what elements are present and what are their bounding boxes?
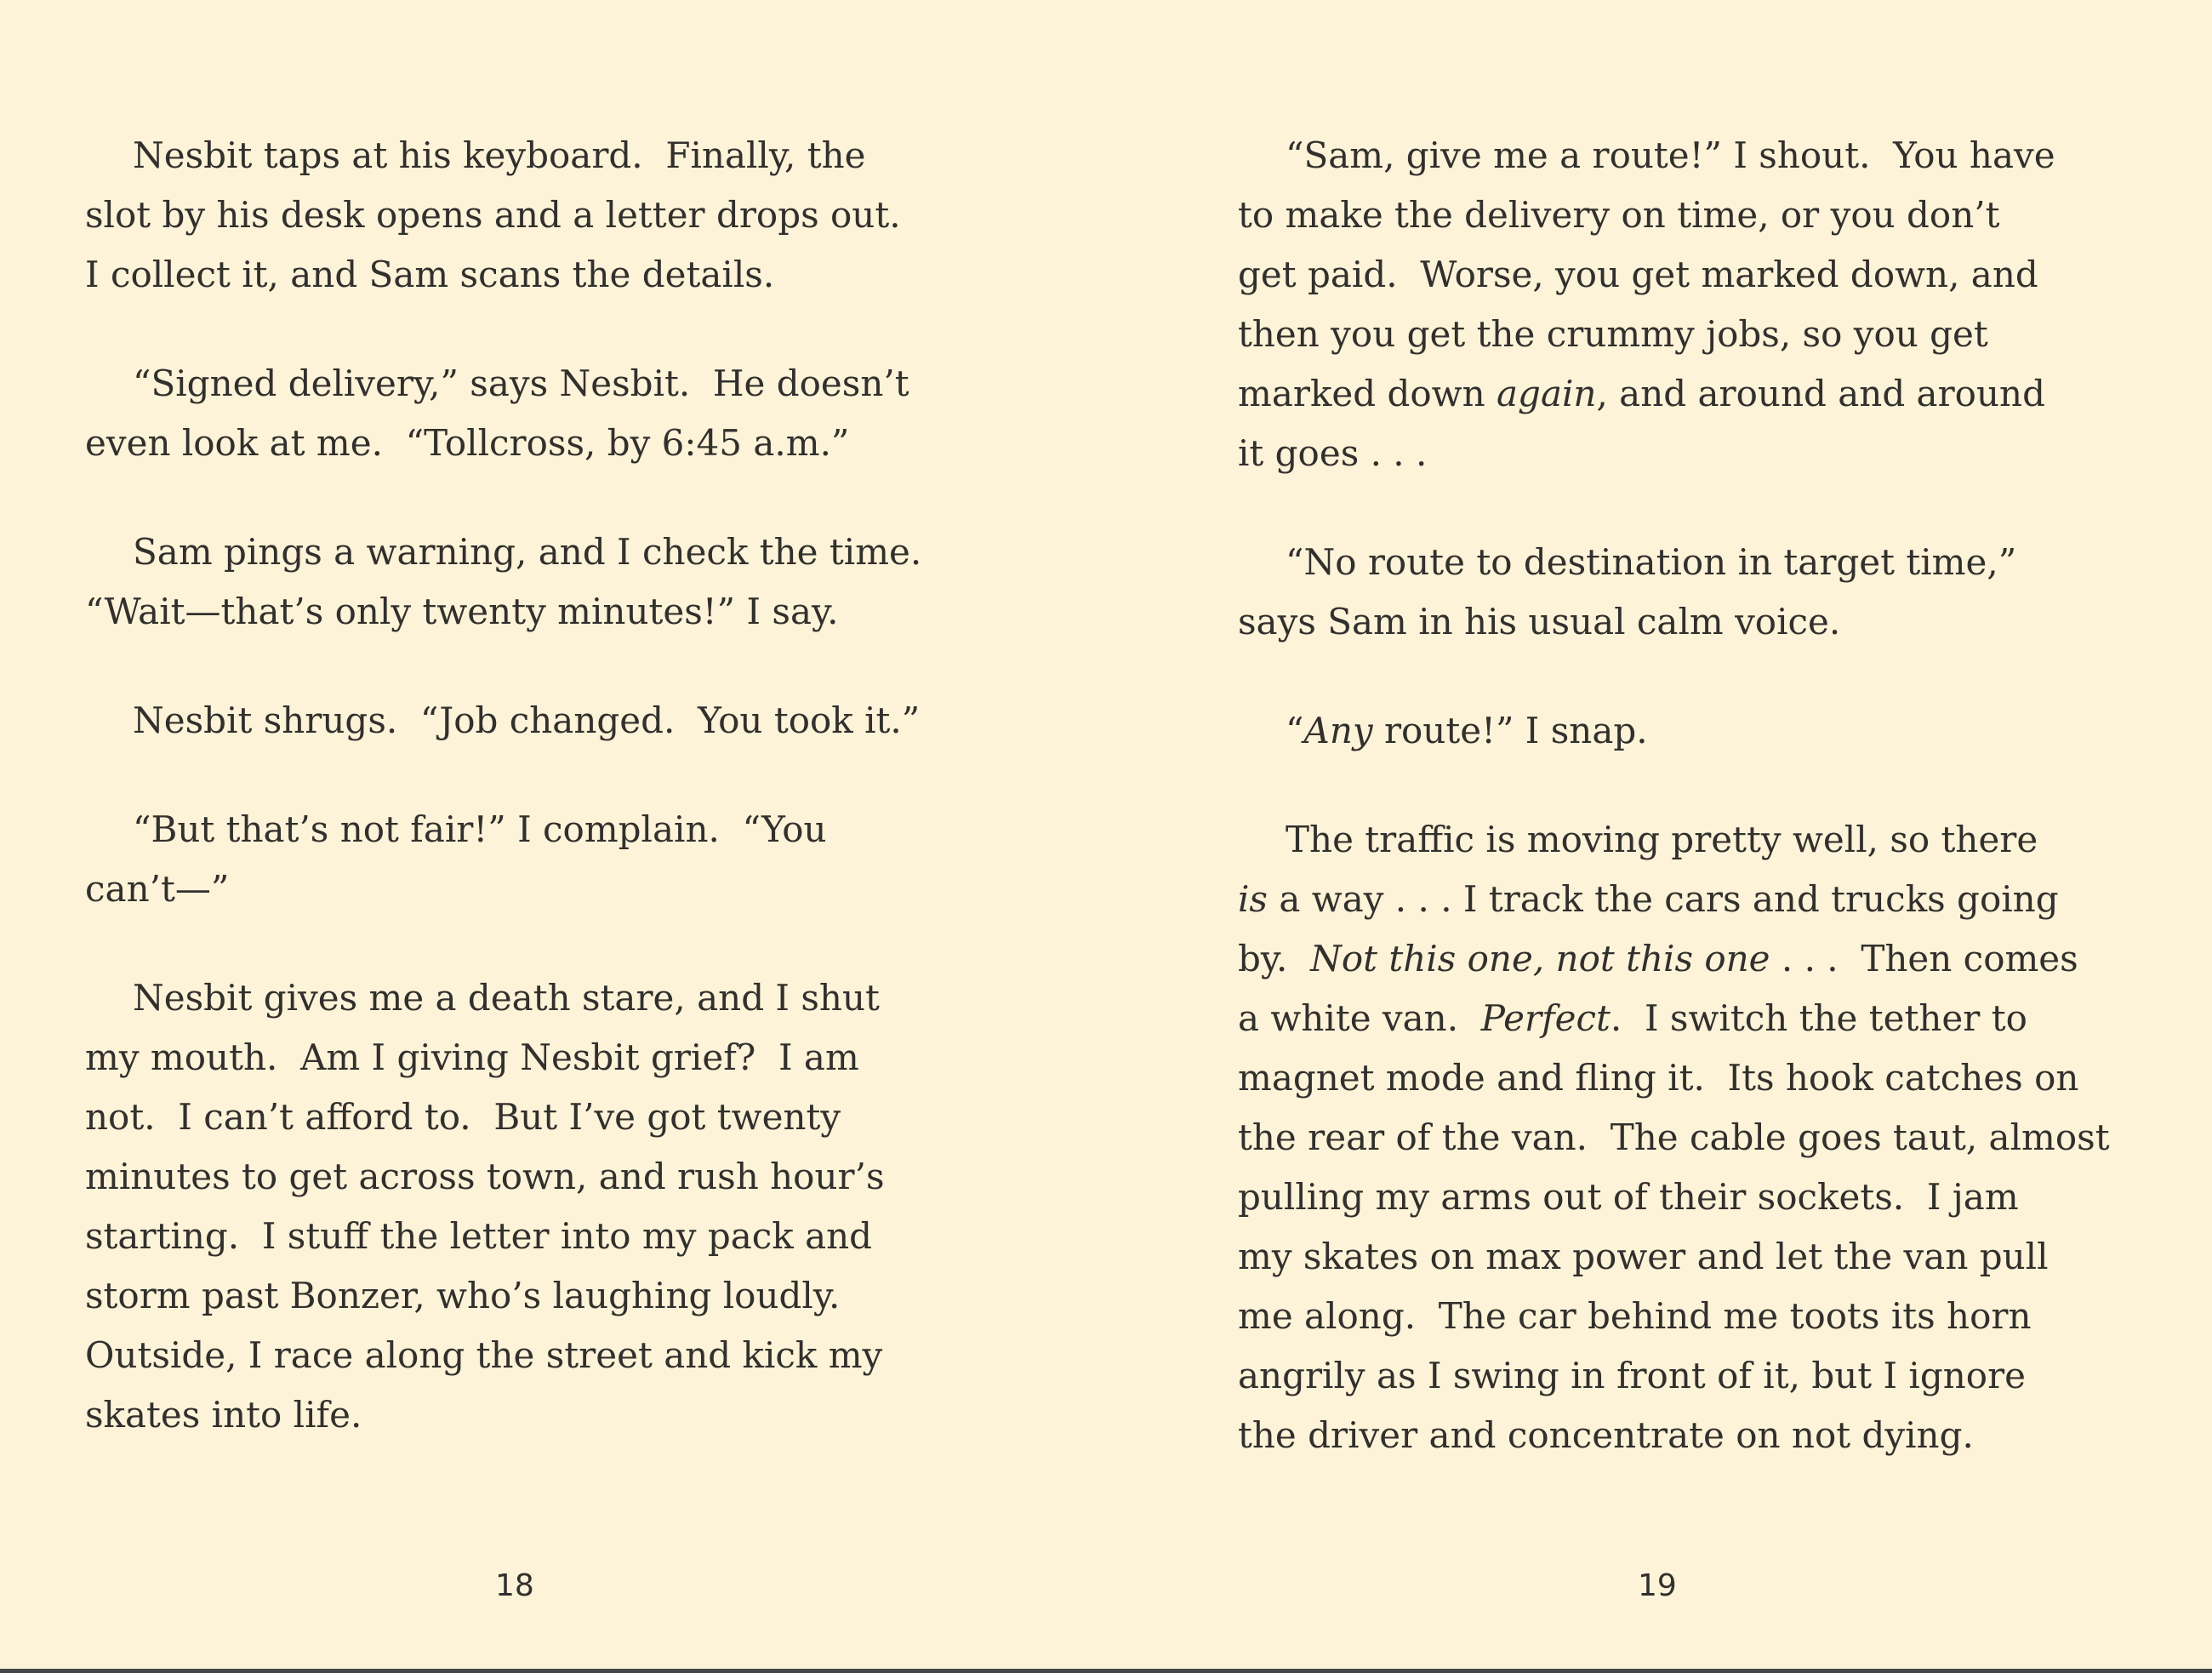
text-segment: I collect it, and Sam scans the details. xyxy=(85,254,775,295)
text-segment: The traffic is moving pretty well, so there xyxy=(1286,819,2038,860)
text-segment: to make the delivery on time, or you don’t xyxy=(1238,194,2000,236)
text-segment: not. I can’t afford to. But I’ve got twenty xyxy=(85,1096,841,1138)
paragraph xyxy=(85,126,1004,305)
paragraph xyxy=(85,522,1004,642)
text-segment: my skates on max power and let the van pull xyxy=(1238,1236,2049,1277)
paragraph xyxy=(1238,126,2157,483)
text-segment: “Signed delivery,” says Nesbit. He doesn’t xyxy=(133,363,909,404)
text-line xyxy=(1238,701,2157,761)
page-number-left: 18 xyxy=(495,1568,534,1603)
text-line xyxy=(85,414,1004,473)
text-segment: “ xyxy=(1286,710,1304,751)
text-segment: a way . . . I track the cars and trucks going xyxy=(1268,878,2059,920)
text-line xyxy=(85,968,1004,1028)
text-segment: by. xyxy=(1238,938,1311,979)
text-line xyxy=(85,354,1004,414)
text-segment: get paid. Worse, you get marked down, and xyxy=(1238,254,2038,295)
text-line xyxy=(1238,989,2157,1048)
text-segment: the driver and concentrate on not dying. xyxy=(1238,1414,1974,1456)
text-segment: even look at me. “Tollcross, by 6:45 a.m.” xyxy=(85,422,850,464)
text-line xyxy=(1238,126,2157,186)
text-line xyxy=(1238,364,2157,424)
text-line xyxy=(1238,810,2157,870)
text-line xyxy=(1238,424,2157,483)
text-segment: “Sam, give me a route!” I shout. You have xyxy=(1286,134,2055,176)
paragraph xyxy=(1238,701,2157,761)
text-segment: then you get the crummy jobs, so you get xyxy=(1238,313,1988,355)
text-line xyxy=(1238,1287,2157,1346)
page-number-right: 19 xyxy=(1638,1568,1677,1603)
text-segment: “Wait—that’s only twenty minutes!” I say. xyxy=(85,591,839,632)
text-line xyxy=(85,245,1004,305)
text-segment: the rear of the van. The cable goes taut, almost xyxy=(1238,1116,2110,1158)
text-segment: Nesbit taps at his keyboard. Finally, the xyxy=(133,134,866,176)
text-segment: marked down xyxy=(1238,373,1497,414)
paragraph xyxy=(1238,533,2157,652)
bottom-edge-bar xyxy=(0,1669,2212,1673)
text-segment: can’t—” xyxy=(85,868,230,910)
text-segment: skates into life. xyxy=(85,1394,362,1436)
text-line xyxy=(1238,1048,2157,1108)
text-line xyxy=(85,1385,1004,1445)
text-line xyxy=(1238,1406,2157,1465)
italic-text-segment: again xyxy=(1497,373,1597,414)
text-line xyxy=(1238,870,2157,929)
text-line xyxy=(1238,305,2157,364)
text-segment: magnet mode and fling it. Its hook catches on xyxy=(1238,1057,2079,1099)
text-line xyxy=(85,691,1004,751)
text-segment: minutes to get across town, and rush hour’s xyxy=(85,1156,885,1197)
text-line xyxy=(85,800,1004,859)
italic-text-segment: Not this one, not this one xyxy=(1310,938,1770,979)
paragraph xyxy=(1238,810,2157,1465)
text-segment: a white van. xyxy=(1238,997,1481,1039)
text-line xyxy=(85,582,1004,642)
text-line xyxy=(85,1266,1004,1326)
text-segment: me along. The car behind me toots its horn xyxy=(1238,1295,2032,1337)
text-line xyxy=(1238,929,2157,989)
paragraph xyxy=(85,800,1004,919)
text-segment: starting. I stuff the letter into my pack and xyxy=(85,1215,873,1257)
text-line xyxy=(1238,186,2157,245)
text-segment: Outside, I race along the street and kick my xyxy=(85,1334,883,1376)
text-line xyxy=(1238,1227,2157,1287)
text-line xyxy=(85,522,1004,582)
text-line xyxy=(1238,1346,2157,1406)
text-line xyxy=(85,1326,1004,1385)
paragraph xyxy=(85,691,1004,751)
text-line xyxy=(1238,245,2157,305)
text-segment: storm past Bonzer, who’s laughing loudly. xyxy=(85,1275,841,1316)
text-segment: angrily as I swing in front of it, but I ignore xyxy=(1238,1355,2027,1396)
text-segment: pulling my arms out of their sockets. I jam xyxy=(1238,1176,2019,1218)
text-segment: Sam pings a warning, and I check the time. xyxy=(133,531,922,573)
text-segment: “No route to destination in target time,” xyxy=(1286,541,2017,583)
text-segment: “But that’s not fair!” I complain. “You xyxy=(133,808,827,850)
text-segment: , and around and around xyxy=(1596,373,2045,414)
text-line xyxy=(1238,1168,2157,1227)
text-line xyxy=(1238,1108,2157,1168)
italic-text-segment: Any xyxy=(1303,710,1373,751)
page-18-text xyxy=(85,126,1004,1445)
text-line xyxy=(85,1207,1004,1266)
text-line xyxy=(85,859,1004,919)
text-line xyxy=(85,1088,1004,1147)
text-line xyxy=(85,1028,1004,1088)
text-line xyxy=(85,126,1004,186)
text-segment: my mouth. Am I giving Nesbit grief? I am xyxy=(85,1036,859,1078)
text-line xyxy=(85,1147,1004,1207)
text-line xyxy=(85,186,1004,245)
page-19 xyxy=(1106,0,2212,1673)
text-segment: slot by his desk opens and a letter drops out. xyxy=(85,194,901,236)
italic-text-segment: is xyxy=(1238,878,1268,920)
text-segment: Nesbit shrugs. “Job changed. You took it.” xyxy=(133,699,921,741)
text-segment: it goes . . . xyxy=(1238,432,1428,474)
text-line xyxy=(1238,592,2157,652)
text-line xyxy=(1238,533,2157,592)
text-segment: . . . Then comes xyxy=(1770,938,2078,979)
text-segment: Nesbit gives me a death stare, and I shut xyxy=(133,977,880,1019)
italic-text-segment: Perfect xyxy=(1480,997,1611,1039)
paragraph xyxy=(85,968,1004,1445)
text-segment: route!” I snap. xyxy=(1372,710,1648,751)
page-19-text xyxy=(1238,126,2157,1465)
paragraph xyxy=(85,354,1004,473)
text-segment: says Sam in his usual calm voice. xyxy=(1238,601,1841,642)
text-segment: . I switch the tether to xyxy=(1610,997,2027,1039)
